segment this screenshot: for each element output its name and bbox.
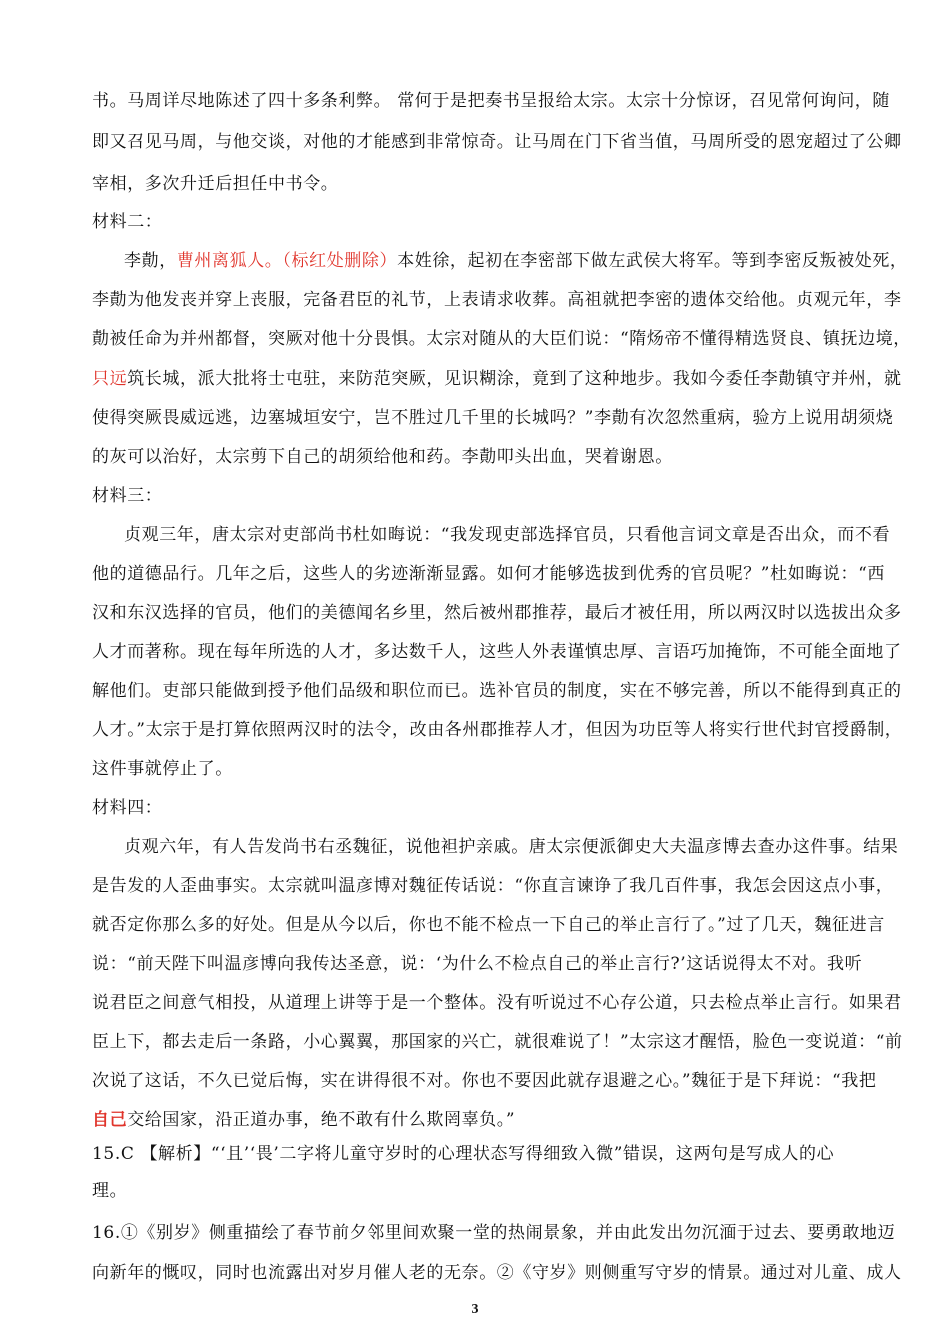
text-line: 人才。”太宗于是打算依照两汉时的法令，改由各州郡推荐人才，但因为功臣等人将实行世代封官授爵制，	[92, 720, 903, 740]
text-line: 勣被任命为并州都督，突厥对他十分畏惧。太宗对随从的大臣们说：“隋炀帝不懂得精选贤良、镇抚边境，	[92, 329, 911, 349]
section-heading-material-2: 材料二：	[92, 212, 163, 232]
text-line: 宰相，多次升迁后担任中书令。	[92, 174, 339, 194]
text-line: 次说了这话，不久已觉后悔，实在讲得很不对。你也不要因此就存退避之心。”魏征于是下拜说：“我把	[92, 1071, 877, 1091]
text-line: 书。马周详尽地陈述了四十多条利弊。 常何于是把奏书呈报给太宗。太宗十分惊讶，召见常何询问，随	[92, 91, 891, 111]
red-marked-text: 自己	[92, 1110, 128, 1130]
text-line: 汉和东汉选择的官员，他们的美德闻名乡里，然后被州郡推荐，最后才被任用，所以两汉时以选拔出众多	[92, 603, 902, 623]
text-line: 只远筑长城，派大批将士屯驻，来防范突厥，见识糊涂，竟到了这种地步。我如今委任李勣镇守并州，就	[92, 369, 902, 389]
text-line: 理。	[92, 1181, 128, 1201]
text-line: 他的道德品行。几年之后，这些人的劣迹渐渐显露。如何才能够选拔到优秀的官员呢？”杜如晦说：“西	[92, 564, 885, 584]
paragraph-first-line: 李勣，曹州离狐人。（标红处删除）本姓徐，起初在李密部下做左武侯大将军。等到李密反叛被处死，	[124, 251, 908, 271]
section-heading-material-3: 材料三：	[92, 486, 163, 506]
text-line: 使得突厥畏威远逃，边塞城垣安宁，岂不胜过几千里的长城吗？”李勣有次忽然重病，验方上说用胡须烧	[92, 408, 894, 428]
text-line: 说：“前天陛下叫温彦博向我传达圣意，说：‘为什么不检点自己的举止言行?’这话说得太不对。我听	[92, 954, 863, 974]
text-line: 臣上下，都去走后一条路，小心翼翼，那国家的兴亡，就很难说了！”太宗这才醒悟，脸色一变说道：“前	[92, 1032, 903, 1052]
text-line: 李勣为他发丧并穿上丧服，完备君臣的礼节，上表请求收葬。高祖就把李密的遗体交给他。贞观元年，李	[92, 290, 902, 310]
red-marked-text: 曹州离狐人。（标红处删除）	[176, 251, 398, 271]
text-line: 向新年的慨叹，同时也流露出对岁月催人老的无奈。②《守岁》则侧重写守岁的情景。通过对儿童、成人	[92, 1263, 902, 1283]
text-line: 人才而著称。现在每年所选的人才，多达数千人，这些人外表谨慎忠厚、言语巧加掩饰，不可能全面地了	[92, 642, 902, 662]
text-line: 说君臣之间意气相投，从道理上讲等于是一个整体。没有听说过不心存公道，只去检点举止言行。如果君	[92, 993, 902, 1013]
text-line: 的灰可以治好，太宗剪下自己的胡须给他和药。李勣叩头出血，哭着谢恩。	[92, 447, 673, 467]
text-line: 是告发的人歪曲事实。太宗就叫温彦博对魏征传话说：“你直言谏诤了我几百件事，我怎会因这点小事，	[92, 876, 894, 896]
text-line: 解他们。吏部只能做到授予他们品级和职位而已。选补官员的制度，实在不够完善，所以不能得到真正的	[92, 681, 902, 701]
paragraph-first-line: 贞观六年，有人告发尚书右丞魏征，说他袒护亲戚。唐太宗便派御史大夫温彦博去查办这件事。结果	[124, 837, 899, 857]
answer-15-line: 15.C 【解析】“‘且’‘畏’二字将儿童守岁时的心理状态写得细致入微”错误，这两句是写成人的心	[92, 1144, 835, 1164]
page-number: 3	[471, 1302, 479, 1317]
paragraph-first-line: 贞观三年，唐太宗对吏部尚书杜如晦说：“我发现吏部选择官员，只看他言词文章是否出众，而不看	[124, 525, 891, 545]
text-line: 就否定你那么多的好处。但是从今以后，你也不能不检点一下自己的举止言行了。”过了几天，魏征进言	[92, 915, 885, 935]
text-line: 自己交给国家，沿正道办事，绝不敢有什么欺罔辜负。”	[92, 1110, 516, 1130]
red-marked-text: 只远	[92, 369, 128, 389]
answer-16-line: 16.①《别岁》侧重描绘了春节前夕邻里间欢聚一堂的热闹景象，并由此发出勿沉湎于过去、要勇敢地迈	[92, 1223, 896, 1243]
text-line: 这件事就停止了。	[92, 759, 233, 779]
section-heading-material-4: 材料四：	[92, 798, 163, 818]
text-line: 即又召见马周，与他交谈，对他的才能感到非常惊奇。让马周在门下省当值，马周所受的恩宠超过了公卿	[92, 132, 902, 152]
